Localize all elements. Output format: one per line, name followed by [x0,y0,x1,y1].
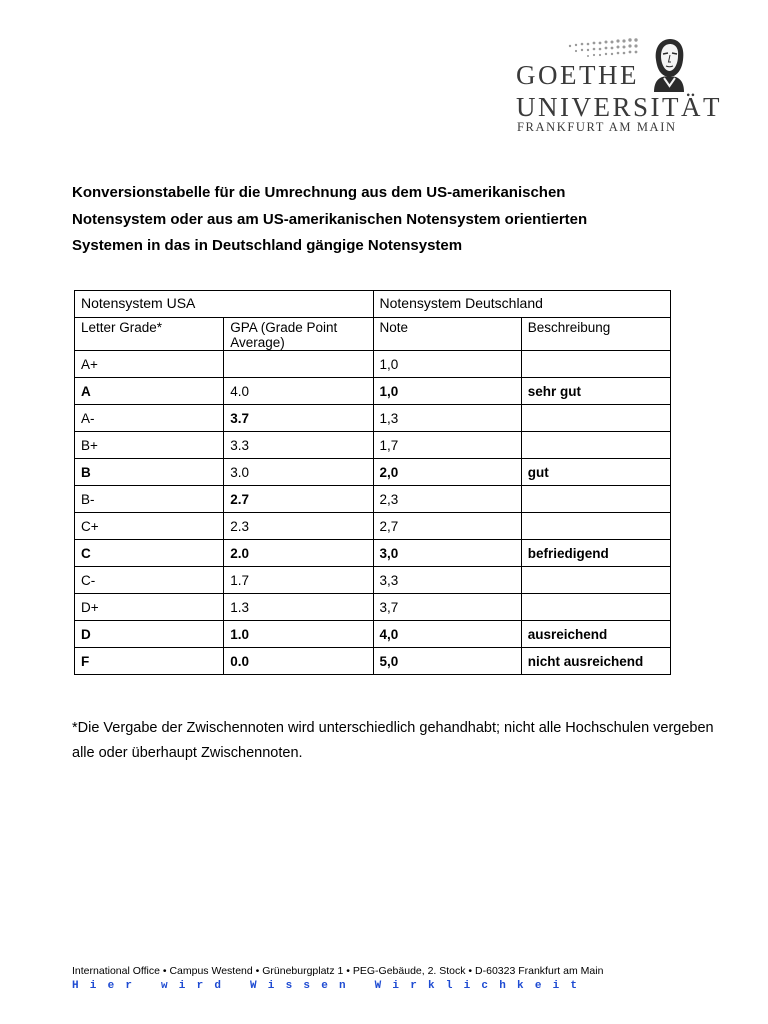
document-title [72,180,692,260]
cell-letter: F [75,648,224,675]
cell-description [521,567,670,594]
cell-letter: C+ [75,513,224,540]
column-header-beschreibung: Beschreibung [521,318,670,351]
cell-gpa: 3.0 [224,459,373,486]
cell-note: 1,0 [373,351,521,378]
goethe-portrait-icon [646,36,692,92]
footer-slogan: Hier wird Wissen Wirklichkeit [72,980,589,992]
footer-address: International Office • Campus Westend • Grüneburgplatz 1 • PEG-Gebäude, 2. Stock • D-60323 Frankfurt am Main [72,965,604,977]
university-logo [516,36,722,136]
cell-note: 2,3 [373,486,521,513]
cell-letter: D+ [75,594,224,621]
table-row [75,594,671,621]
cell-note: 1,7 [373,432,521,459]
cell-letter: B+ [75,432,224,459]
cell-letter: A [75,378,224,405]
logo-text-frankfurt: FRANKFURT AM MAIN [517,120,677,134]
group-header-germany: Notensystem Deutschland [373,291,671,318]
cell-letter: D [75,621,224,648]
table-row [75,486,671,513]
column-header-note: Note [373,318,521,351]
footnote: *Die Vergabe der Zwischennoten wird unterschiedlich gehandhabt; nicht alle Hochschulen vergeben alle oder überhaupt Zwischennoten. [72,720,714,761]
title-line: Systemen in das in Deutschland gängige Notensystem [72,237,463,254]
cell-note: 1,3 [373,405,521,432]
cell-note: 1,0 [373,378,521,405]
cell-description [521,486,670,513]
cell-note: 5,0 [373,648,521,675]
title-line: Notensystem oder aus am US-amerikanischen Notensystem orientierten [72,210,588,228]
title-line: Konversionstabelle für die Umrechnung aus dem US-amerikanischen [72,184,566,201]
cell-description: nicht ausreichend [521,648,670,675]
cell-letter: A+ [75,351,224,378]
table-row [75,432,671,459]
cell-letter: A- [75,405,224,432]
table-row [75,351,671,378]
cell-letter: C [75,540,224,567]
cell-note: 3,3 [373,567,521,594]
cell-gpa: 2.0 [224,540,373,567]
cell-letter: C- [75,567,224,594]
cell-gpa: 1.0 [224,621,373,648]
cell-gpa: 2.3 [224,513,373,540]
cell-description [521,405,670,432]
column-header-gpa: GPA (Grade Point Average) [224,318,373,351]
table-row [75,621,671,648]
table-row [75,405,671,432]
logo-text-goethe: GOETHE [516,60,639,90]
cell-description [521,351,670,378]
cell-description [521,594,670,621]
cell-gpa: 4.0 [224,378,373,405]
cell-gpa: 1.7 [224,567,373,594]
grade-conversion-table [74,290,671,675]
cell-note: 2,7 [373,513,521,540]
table-row [75,540,671,567]
cell-note: 2,0 [373,459,521,486]
cell-description [521,513,670,540]
table-row [75,648,671,675]
cell-note: 4,0 [373,621,521,648]
cell-description: gut [521,459,670,486]
cell-gpa [224,351,373,378]
table-row [75,513,671,540]
cell-gpa: 2.7 [224,486,373,513]
cell-gpa: 3.7 [224,405,373,432]
column-header-letter-grade: Letter Grade* [75,318,224,351]
cell-description [521,432,670,459]
table-group-header-row [75,291,671,318]
cell-description: sehr gut [521,378,670,405]
cell-note: 3,7 [373,594,521,621]
cell-description: befriedigend [521,540,670,567]
cell-note: 3,0 [373,540,521,567]
cell-gpa: 1.3 [224,594,373,621]
cell-letter: B- [75,486,224,513]
logo-text-universitaet: UNIVERSITÄT [516,92,722,122]
group-header-usa: Notensystem USA [75,291,374,318]
cell-description: ausreichend [521,621,670,648]
cell-letter: B [75,459,224,486]
table-column-header-row [75,318,671,351]
table-row [75,459,671,486]
cell-gpa: 0.0 [224,648,373,675]
table-row [75,378,671,405]
table-row [75,567,671,594]
cell-gpa: 3.3 [224,432,373,459]
